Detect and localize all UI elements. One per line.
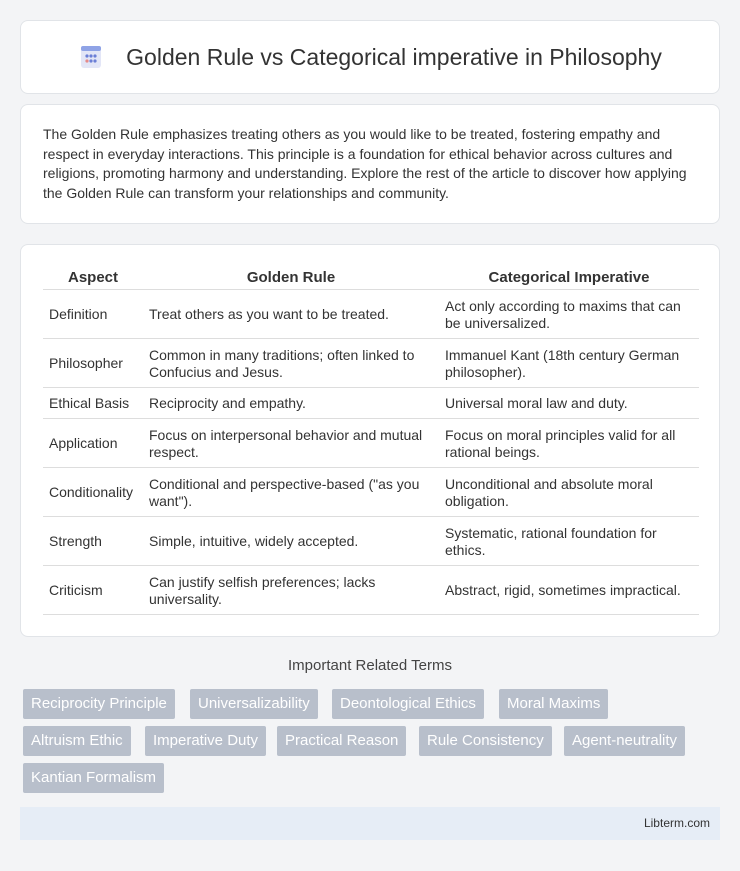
table-row (43, 566, 699, 615)
table-row (43, 339, 699, 388)
related-term-tag[interactable]: Kantian Formalism (23, 763, 164, 793)
cell-categorical-imperative: Focus on moral principles valid for all rational beings. (439, 419, 699, 468)
cell-aspect: Application (43, 419, 143, 468)
cell-golden-rule: Focus on interpersonal behavior and mutual respect. (143, 419, 439, 468)
cell-golden-rule: Simple, intuitive, widely accepted. (143, 517, 439, 566)
cell-categorical-imperative: Act only according to maxims that can be universalized. (439, 290, 699, 339)
comparison-table (43, 265, 699, 615)
intro-text: The Golden Rule emphasizes treating others as you would like to be treated, fostering empathy and respect in everyday interactions. This principle is a foundation for ethical behavior across cultures and religions, promoting harmony and understanding. Explore the rest of the article to discover how applying the Golden Rule can transform your relationships and community. (43, 126, 687, 201)
related-terms-title: Important Related Terms (288, 657, 452, 674)
table-row (43, 290, 699, 339)
related-term-tag[interactable]: Imperative Duty (145, 726, 266, 756)
cell-categorical-imperative: Unconditional and absolute moral obligation. (439, 468, 699, 517)
title-card (20, 20, 720, 94)
cell-aspect: Ethical Basis (43, 388, 143, 419)
comparison-table-card (20, 244, 720, 637)
cell-aspect: Criticism (43, 566, 143, 615)
footer (20, 807, 720, 840)
related-term-tag[interactable]: Deontological Ethics (332, 689, 484, 719)
table-row (43, 388, 699, 419)
related-term-tag[interactable]: Altruism Ethic (23, 726, 131, 756)
related-term-tag[interactable]: Moral Maxims (499, 689, 608, 719)
header-categorical-imperative: Categorical Imperative (439, 265, 699, 290)
related-term-tag[interactable]: Reciprocity Principle (23, 689, 175, 719)
document-grid-icon (78, 44, 104, 70)
table-row (43, 517, 699, 566)
cell-categorical-imperative: Abstract, rigid, sometimes impractical. (439, 566, 699, 615)
cell-categorical-imperative: Systematic, rational foundation for ethics. (439, 517, 699, 566)
cell-golden-rule: Conditional and perspective-based ("as you want"). (143, 468, 439, 517)
related-term-tag[interactable]: Rule Consistency (419, 726, 552, 756)
footer-site-link[interactable]: Libterm.com (643, 816, 710, 830)
intro-card (20, 104, 720, 224)
header-aspect: Aspect (43, 265, 143, 290)
page-title: Golden Rule vs Categorical imperative in Philosophy (126, 43, 662, 70)
cell-aspect: Philosopher (43, 339, 143, 388)
related-term-tag[interactable]: Practical Reason (277, 726, 406, 756)
cell-aspect: Definition (43, 290, 143, 339)
cell-aspect: Strength (43, 517, 143, 566)
cell-golden-rule: Treat others as you want to be treated. (143, 290, 439, 339)
cell-golden-rule: Can justify selfish preferences; lacks universality. (143, 566, 439, 615)
cell-golden-rule: Reciprocity and empathy. (143, 388, 439, 419)
cell-aspect: Conditionality (43, 468, 143, 517)
table-header-row (43, 265, 699, 290)
cell-categorical-imperative: Immanuel Kant (18th century German philosopher). (439, 339, 699, 388)
related-term-tag[interactable]: Universalizability (190, 689, 318, 719)
header-golden-rule: Golden Rule (143, 265, 439, 290)
table-row (43, 419, 699, 468)
cell-golden-rule: Common in many traditions; often linked to Confucius and Jesus. (143, 339, 439, 388)
related-term-tag[interactable]: Agent-neutrality (564, 726, 685, 756)
cell-categorical-imperative: Universal moral law and duty. (439, 388, 699, 419)
table-row (43, 468, 699, 517)
